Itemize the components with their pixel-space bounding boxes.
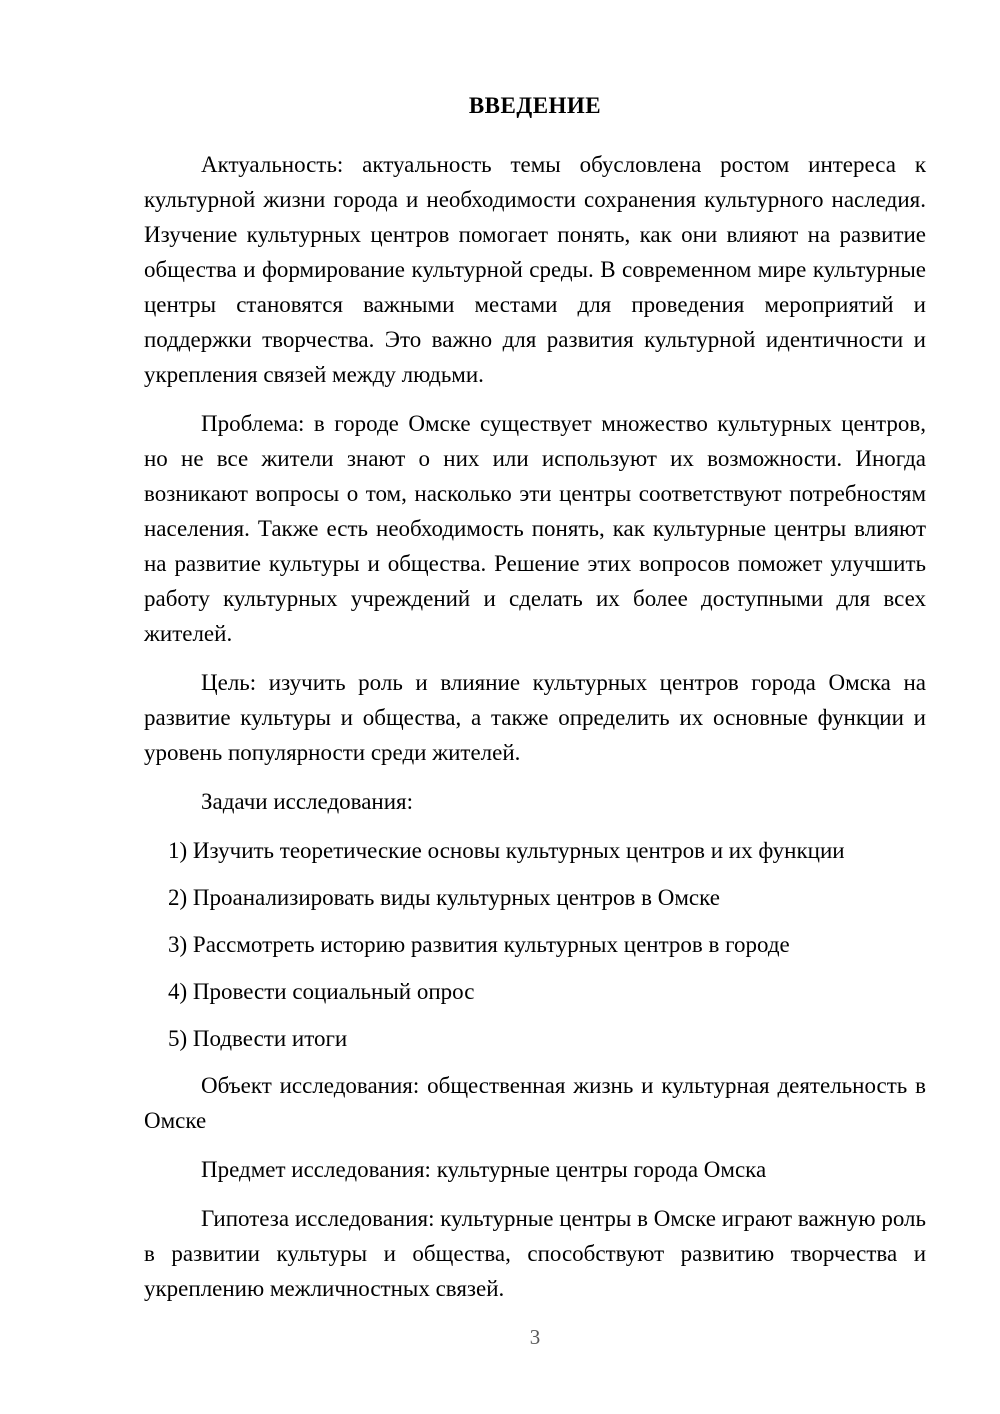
paragraph-object: Объект исследования: общественная жизнь и культурная деятельность в Омске bbox=[144, 1073, 926, 1133]
task-list-item-2: 2) Проанализировать виды культурных центров в Омске bbox=[168, 885, 720, 910]
paragraph-subject: Предмет исследования: культурные центры города Омска bbox=[201, 1157, 767, 1182]
task-list-item-3: 3) Рассмотреть историю развития культурных центров в городе bbox=[168, 932, 790, 957]
tasks-heading: Задачи исследования: bbox=[201, 789, 414, 814]
page-footer bbox=[144, 1320, 926, 1355]
page-title: ВВЕДЕНИЕ bbox=[468, 93, 602, 118]
paragraph-problem: Проблема: в городе Омске существует множество культурных центров, но не все жители знают о них или используют их возможности. Иногда возникают вопросы о том, насколько эти центры соответствуют потребностям населения. Также есть необходимость понять, как культурные центры влияют на развитие культуры и общества. Решение этих вопросов поможет улучшить работу культурных учреждений и сделать их более доступными для всех жителей. bbox=[144, 411, 926, 646]
task-list-item-4: 4) Провести социальный опрос bbox=[168, 979, 475, 1004]
paragraph-relevance: Актуальность: актуальность темы обусловлена ростом интереса к культурной жизни города и необходимости сохранения культурного наследия. Изучение культурных центров помогает понять, как они влияют на развитие общества и формирование культурной среды. В современном мире культурные центры становятся важными местами для проведения мероприятий и поддержки творчества. Это важно для развития культурной идентичности и укрепления связей между людьми. bbox=[144, 152, 926, 387]
task-list-item-1: 1) Изучить теоретические основы культурных центров и их функции bbox=[168, 838, 845, 863]
paragraph-goal: Цель: изучить роль и влияние культурных центров города Омска на развитие культуры и общества, а также определить их основные функции и уровень популярности среди жителей. bbox=[144, 670, 926, 765]
task-list-item-5: 5) Подвести итоги bbox=[168, 1026, 348, 1051]
paragraph-hypothesis: Гипотеза исследования: культурные центры в Омске играют важную роль в развитии культуры и общества, способствуют развитию творчества и укреплению межличностных связей. bbox=[144, 1206, 926, 1301]
page-number: 3 bbox=[529, 1325, 541, 1349]
